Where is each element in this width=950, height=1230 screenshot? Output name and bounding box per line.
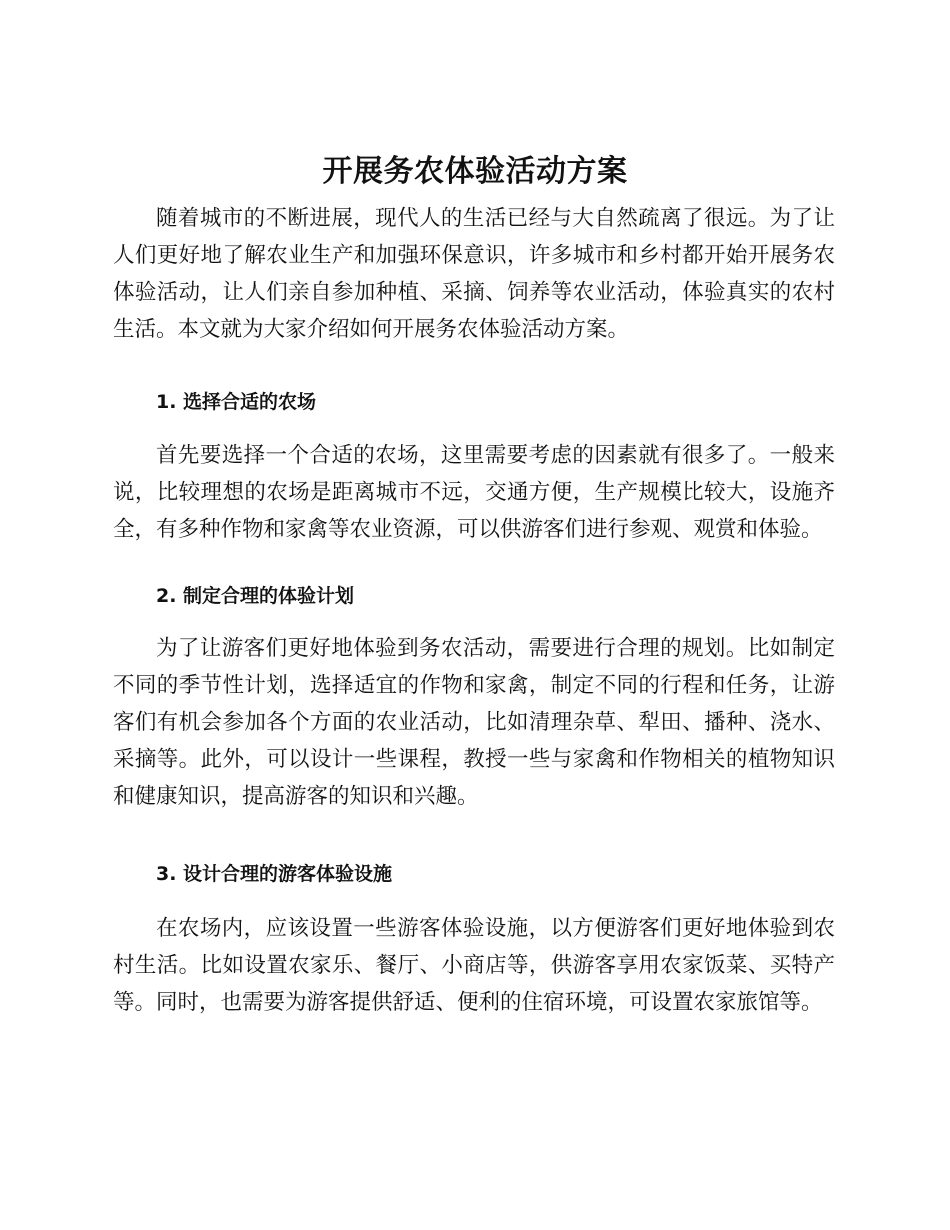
page-title: 开展务农体验活动方案 bbox=[322, 154, 628, 189]
section-heading-2: 2. 制定合理的体验计划 bbox=[156, 585, 355, 607]
section-heading-1: 1. 选择合适的农场 bbox=[156, 391, 317, 413]
section-body-3: 在农场内，应该设置一些游客体验设施，以方便游客们更好地体验到农村生活。比如设置农家乐、餐厅、小商店等，供游客享用农家饭菜、买特产等。同时，也需要为游客提供舒适、便利的住宿环境，可设置农家旅馆等。 bbox=[113, 916, 835, 1015]
section-heading-3: 3. 设计合理的游客体验设施 bbox=[156, 863, 393, 885]
section-body-2: 为了让游客们更好地体验到务农活动，需要进行合理的规划。比如制定不同的季节性计划，选择适宜的作物和家禽，制定不同的行程和任务，让游客们有机会参加各个方面的农业活动，比如清理杂草、犁田、播种、浇水、采摘等。此外，可以设计一些课程，教授一些与家禽和作物相关的植物知识和健康知识，提高游客的知识和兴趣。 bbox=[113, 636, 835, 809]
intro-paragraph: 随着城市的不断进展，现代人的生活已经与大自然疏离了很远。为了让人们更好地了解农业生产和加强环保意识，许多城市和乡村都开始开展务农体验活动，让人们亲自参加种植、采摘、饲养等农业活动，体验真实的农村生活。本文就为大家介绍如何开展务农体验活动方案。 bbox=[113, 206, 835, 342]
section-body-1: 首先要选择一个合适的农场，这里需要考虑的因素就有很多了。一般来说，比较理想的农场是距离城市不远，交通方便，生产规模比较大，设施齐全，有多种作物和家禽等农业资源，可以供游客们进行参观、观赏和体验。 bbox=[113, 443, 835, 542]
